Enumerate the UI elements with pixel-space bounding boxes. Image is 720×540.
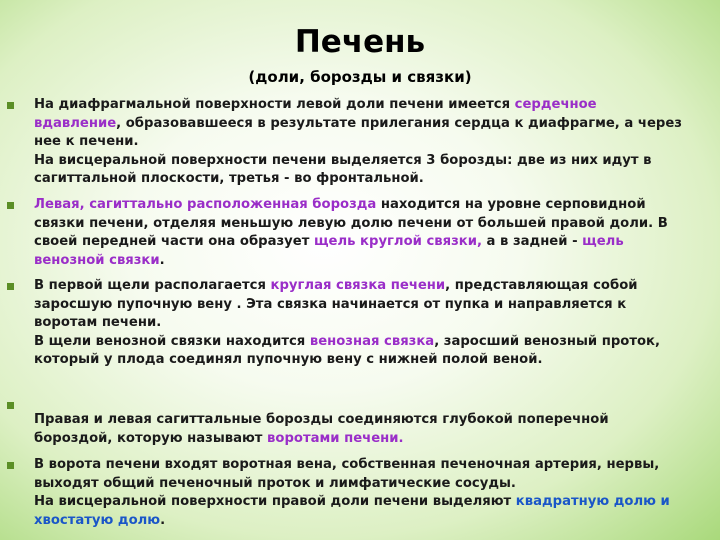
paragraph-left-sagittal-groove	[34, 196, 684, 270]
paragraph-porta-contents	[34, 456, 684, 530]
paragraph-heart-impression	[34, 96, 684, 189]
term-porta-hepatis: воротами печени.	[267, 430, 404, 446]
paragraph-ligaments	[34, 277, 684, 370]
bullet-marker	[7, 402, 14, 409]
slide-subtitle: (доли, борозды и связки)	[248, 68, 472, 86]
text-run: Правая и левая сагиттальные борозды соединяются глубокой поперечной бороздой, которую называют	[34, 412, 609, 446]
term-venous-ligament: венозная связка	[309, 333, 435, 349]
text-run: , представляющая собой заросшую пупочную вену . Эта связка начинается от пупка и направляется к воротам печени.	[34, 278, 638, 331]
term-venous-ligament-fissure: щель венозной связки	[34, 234, 624, 268]
text-run: На диафрагмальной поверхности левой доли печени имеется	[34, 97, 515, 112]
text-run: .	[160, 512, 166, 528]
bullet-marker	[7, 102, 14, 109]
bullet-marker	[7, 202, 14, 209]
term-quadrate-caudate-lobes: квадратную долю и хвостатую долю	[34, 494, 670, 528]
bullet-marker	[7, 462, 14, 469]
text-run: находится на уровне серповидной связки печени, отделяя меньшую левую долю печени от большей правой доли. В своей передней части она образует	[34, 197, 668, 250]
text-run: На висцеральной поверхности печени выделяется 3 борозды: две из них идут в сагиттальной плоскости, третья - во фронтальной.	[34, 152, 652, 187]
term-round-ligament: круглая связка печени	[270, 278, 446, 293]
bullet-marker	[7, 283, 14, 290]
term-cardiac-impression: сердечное вдавление	[34, 97, 597, 131]
text-run: а в задней -	[481, 234, 583, 250]
text-run: В первой щели располагается	[34, 278, 271, 293]
text-run: В ворота печени входят воротная вена, собственная печеночная артерия, нервы, выходят общий печеночный проток и лимфатические сосуды.	[34, 457, 660, 491]
text-run: На висцеральной поверхности правой доли печени выделяют	[34, 494, 516, 510]
term-round-ligament-fissure: щель круглой связки,	[313, 234, 482, 250]
text-run: , образовавшееся в результате прилегания сердца к диафрагме, а через нее к печени.	[34, 115, 682, 150]
text-run: , заросший венозный проток, который у плода соединял пупочную вену с нижней полой веной.	[34, 333, 661, 368]
text-run: .	[159, 252, 165, 268]
slide-title: Печень	[294, 24, 426, 60]
term-left-sagittal-groove: Левая, сагиттально расположенная борозда	[34, 197, 377, 212]
paragraph-porta-hepatis	[34, 411, 684, 448]
text-run: В щели венозной связки находится	[34, 333, 310, 349]
